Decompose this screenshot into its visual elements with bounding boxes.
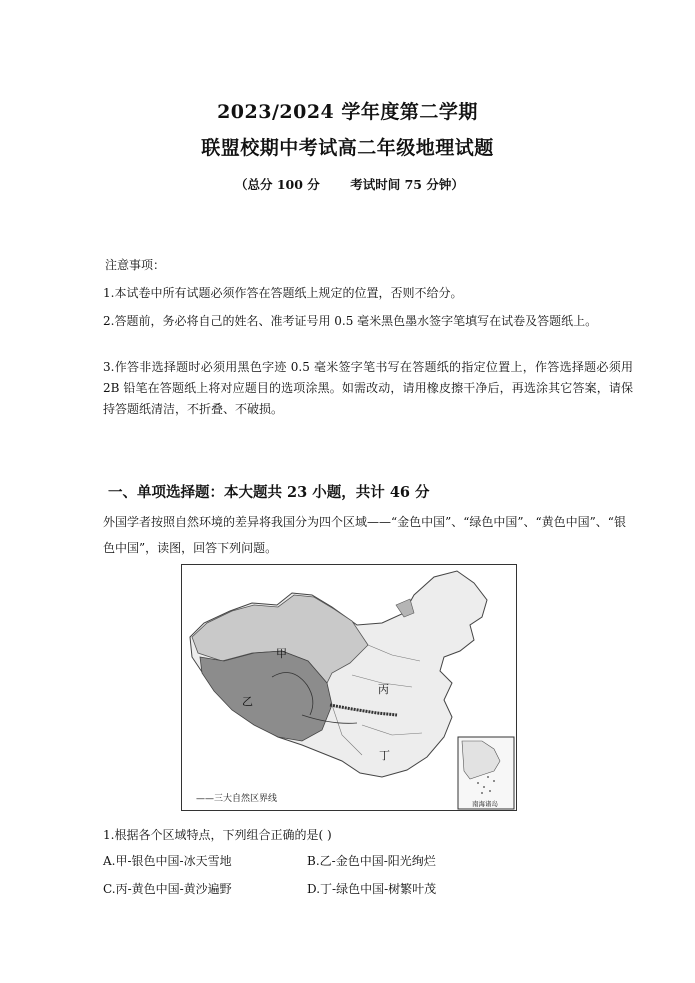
map-label-bing: 丙 (378, 683, 389, 696)
map-label-ding: 丁 (379, 749, 390, 762)
notice-heading: 注意事项： (105, 258, 166, 272)
exam-subtitle: （总分 100 分 考试时间 75 分钟） (235, 177, 464, 192)
map-legend: ——三大自然区界线 (196, 794, 278, 804)
notice-item-3: 3.作答非选择题时必须用黑色字迹 0.5 毫米签字笔书写在答题纸的指定位置上，作答选择题必须用 2B 铅笔在答题纸上将对应题目的选项涂黑。如需改动，请用橡皮擦干净后，再选涂其它答案，请保持答题纸清洁，不折叠、不破损。 (103, 360, 633, 416)
question-1-option-b: B.乙-金色中国-阳光绚烂 (307, 854, 436, 868)
china-regions-map (181, 564, 517, 811)
exam-title-line1: 2023/2024 学年度第二学期 (217, 101, 478, 123)
map-svg (182, 565, 516, 810)
notice-item-1: 1.本试卷中所有试题必须作答在答题纸上规定的位置，否则不给分。 (103, 286, 463, 300)
question-1-option-a: A.甲-银色中国-冰天雪地 (103, 854, 232, 868)
question-1-stem: 1.根据各个区域特点，下列组合正确的是( ) (103, 828, 332, 842)
question-1-option-c: C.丙-黄色中国-黄沙遍野 (103, 882, 232, 896)
notice-item-2: 2.答题前，务必将自己的姓名、准考证号用 0.5 毫米黑色墨水签字笔填写在试卷及答题纸上。 (103, 314, 598, 328)
section-heading: 一、单项选择题：本大题共 23 小题，共计 46 分 (108, 484, 430, 501)
section-intro: 外国学者按照自然环境的差异将我国分为四个区域——“金色中国”、“绿色中国”、“黄色中国”、“银色中国”，读图，回答下列问题。 (103, 515, 626, 555)
map-label-yi: 乙 (242, 695, 253, 708)
map-label-jia: 甲 (276, 647, 287, 660)
map-inset-label: 南海诸岛 (472, 800, 498, 808)
exam-title-line2: 联盟校期中考试高二年级地理试题 (201, 137, 494, 159)
question-1-option-d: D.丁-绿色中国-树繁叶茂 (307, 882, 437, 896)
